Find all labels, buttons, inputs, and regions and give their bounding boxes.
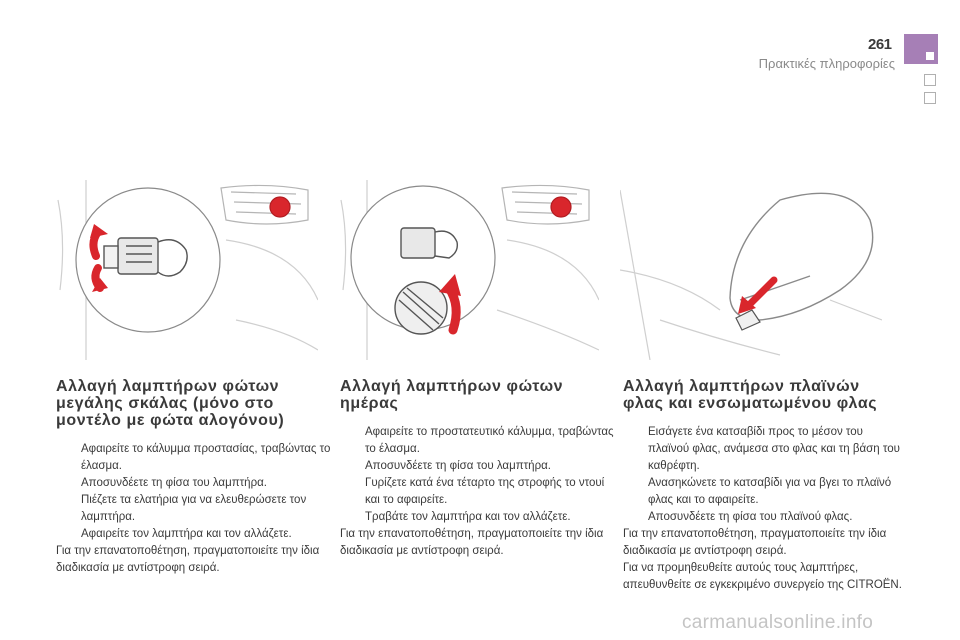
instructions-high-beam (56, 378, 336, 577)
tab-square-icon (926, 52, 934, 60)
illustration-daytime-lamp (337, 180, 599, 360)
step-item: Πιέζετε τα ελατήρια για να ελευθερώσετε τον λαμπτήρα. (81, 494, 307, 523)
step-item: Ανασηκώνετε το κατσαβίδι για να βγει το πλαϊνό φλας και το αφαιρείτε. (648, 477, 892, 506)
note-text: Για την επανατοποθέτηση, πραγματοποιείτε την ίδια διαδικασία με αντίστροφη σειρά. (623, 528, 887, 557)
step-item: Γυρίζετε κατά ένα τέταρτο της στροφής το ντουί και το αφαιρείτε. (365, 477, 605, 506)
steps-list (340, 424, 620, 526)
step-item: Αφαιρείτε το προστατευτικό κάλυμμα, τραβώντας το έλασμα. (365, 426, 614, 455)
instructions-daytime-lamp (340, 378, 620, 560)
tab-box-empty (924, 74, 936, 86)
note-text: Για την επανατοποθέτηση, πραγματοποιείτε την ίδια διαδικασία με αντίστροφη σειρά. (340, 528, 604, 557)
step-item: Αποσυνδέετε τη φίσα του πλαϊνού φλας. (648, 511, 853, 523)
page-number: 261 (868, 36, 892, 53)
step-item: Αφαιρείτε τον λαμπτήρα και τον αλλάζετε. (81, 528, 292, 540)
step-item: Εισάγετε ένα κατσαβίδι προς το μέσον του πλαϊνού φλας, ανάμεσα στο φλας και τη βάση του καθρέφτη. (648, 426, 900, 472)
section-tab-marker (904, 34, 938, 64)
step-item: Τραβάτε τον λαμπτήρα και τον αλλάζετε. (365, 511, 571, 523)
watermark: carmanualsonline.info (682, 612, 874, 633)
step-item: Αφαιρείτε το κάλυμμα προστασίας, τραβώντας το έλασμα. (81, 443, 331, 472)
tab-box-empty (924, 92, 936, 104)
note-text: Για να προμηθευθείτε αυτούς τους λαμπτήρες, απευθυνθείτε σε εγκεκριμένο συνεργείο της CITROËN. (623, 562, 902, 591)
instructions-side-repeater (623, 378, 903, 594)
heading-daytime-lamp: Αλλαγή λαμπτήρων φώτων ημέρας (340, 378, 564, 412)
steps-list (56, 441, 336, 543)
heading-high-beam: Αλλαγή λαμπτήρων φώτων μεγάλης σκάλας (μόνο στο μοντέλο με φώτα αλογόνου) (56, 378, 285, 429)
illustration-high-beam-bulb (56, 180, 318, 360)
section-title: Πρακτικές πληροφορίες (758, 56, 895, 71)
steps-list (623, 424, 903, 526)
illustration-side-repeater (620, 180, 882, 360)
note-text: Για την επανατοποθέτηση, πραγματοποιείτε την ίδια διαδικασία με αντίστροφη σειρά. (56, 545, 320, 574)
step-item: Αποσυνδέετε τη φίσα του λαμπτήρα. (81, 477, 267, 489)
heading-side-repeater: Αλλαγή λαμπτήρων πλαϊνών φλας και ενσωματωμένου φλας (623, 378, 878, 412)
step-item: Αποσυνδέετε τη φίσα του λαμπτήρα. (365, 460, 551, 472)
